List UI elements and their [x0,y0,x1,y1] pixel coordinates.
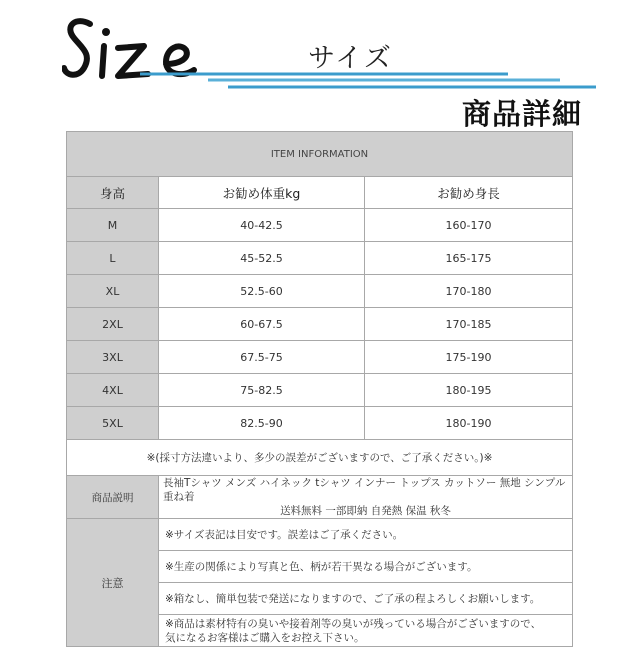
weight-cell: 75-82.5 [159,374,365,407]
table-row [67,242,573,275]
size-cell: M [67,209,159,242]
size-cell: 5XL [67,407,159,440]
table-row [67,341,573,374]
description-line: 送料無料 一部即納 自発熱 保温 秋冬 [280,505,451,517]
weight-cell: 52.5-60 [159,275,365,308]
note-item: ※サイズ表記は目安です。誤差はご了承ください。 [159,519,573,551]
note-item: ※生産の関係により写真と色、柄が若干異なる場合がございます。 [159,551,573,583]
size-cell: 4XL [67,374,159,407]
decorative-stripes [0,0,640,100]
table-row [67,407,573,440]
table-row [67,374,573,407]
note-line: 気になるお客様はご購入をお控え下さい。 [165,631,365,644]
note-line: ※商品は素材特有の臭いや接着剤等の臭いが残っている場合がございますので、 [165,617,542,630]
size-cell: 3XL [67,341,159,374]
column-header-weight: お勧め体重kg [159,177,365,209]
size-table [66,131,573,647]
weight-cell: 45-52.5 [159,242,365,275]
size-subtitle: サイズ [308,43,393,74]
item-information-title: ITEM INFORMATION [67,132,573,177]
height-cell: 170-180 [365,275,573,308]
weight-cell: 67.5-75 [159,341,365,374]
measurement-note: ※(採寸方法違いより、多少の誤差がございますので、ご了承ください。)※ [67,440,573,476]
notes-label: 注意 [67,519,159,647]
weight-cell: 40-42.5 [159,209,365,242]
height-cell: 165-175 [365,242,573,275]
height-cell: 170-185 [365,308,573,341]
height-cell: 175-190 [365,341,573,374]
column-header-height: お勧め身長 [365,177,573,209]
note-item: ※箱なし、簡単包装で発送になりますので、ご了承の程よろしくお願いします。 [159,583,573,615]
table-row [67,308,573,341]
description-line: 長袖Tシャツ メンズ ハイネック tシャツ インナー トップス カットソー 無地 シンプル 重ね着 [163,477,566,503]
size-cell: 2XL [67,308,159,341]
size-cell: XL [67,275,159,308]
description-text [159,476,573,519]
product-detail-title: 商品詳細 [462,97,583,131]
weight-cell: 60-67.5 [159,308,365,341]
size-cell: L [67,242,159,275]
height-cell: 180-195 [365,374,573,407]
note-item-multiline [159,615,573,647]
height-cell: 160-170 [365,209,573,242]
height-cell: 180-190 [365,407,573,440]
column-header-size: 身高 [67,177,159,209]
table-row [67,209,573,242]
description-label: 商品説明 [67,476,159,519]
weight-cell: 82.5-90 [159,407,365,440]
table-row [67,275,573,308]
